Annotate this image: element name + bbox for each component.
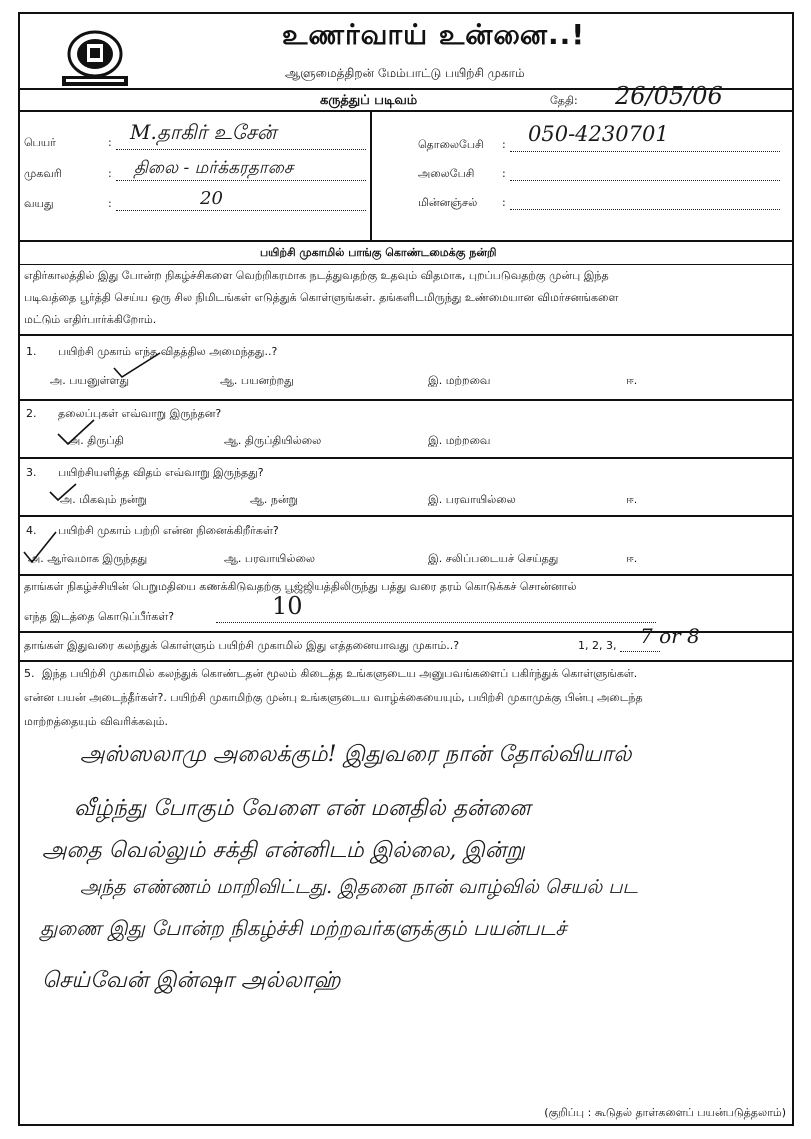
- q1-text: பயிற்சி முகாம் எந்த விதத்தில அமைந்தது..?: [58, 345, 278, 358]
- name-value: M.தாகிர் உசேன்: [130, 120, 277, 144]
- q2-option-b: ஆ. திருப்தியில்லை: [224, 434, 322, 447]
- q5-line-3: மாற்றத்தையும் விவரிக்கவும்.: [24, 715, 168, 728]
- count-options: 1, 2, 3,: [578, 639, 617, 652]
- feedback-form: உணர்வாய் உன்னை..! ஆளுமைத்திறன் மேம்பாட்டு பயிற்சி முகாம் கருத்துப் படிவம் தேதி: 26/05/06 பெயர் : M.தாகிர் உசேன் முகவரி : திலை - மர்க்கரதாசை வயது : 20 தொலைபேசி : 050-4230701 அலைபேசி : மின்னஞ்சல் : பயிற்சி முகாமில் பாங்கு கொண்டமைக்கு நன்றி எதிர்காலத்தில் இது போன்ற நிகழ்ச்சிகளை வெற்றிகரமாக நடத்துவதற்கு உதவும் விதமாக, புறப்படுவதற்கு முன்பு இந்த படிவத்தை பூர்த்தி செய்ய ஒரு சில நிமிடங்கள் எடுத்துக் கொள்ளுங்கள். தங்களிடமிருந்து உண்மையான விமர்சனங்களை மட்டும் எதிர்பார்க்கிறோம். 1. பயிற்சி முகாம் எந்த விதத்தில அமைந்தது..? அ. பயனுள்ளது ஆ. பயனற்றது இ. மற்றவை ஈ. 2. தலைப்புகள் எவ்வாறு இருந்தன? அ. திருப்தி ஆ. திருப்தியில்லை இ. மற்றவை 3. பயிற்சியளித்த விதம் எவ்வாறு இருந்தது? அ. மிகவும் நன்று ஆ. நன்று இ. பரவாயில்லை ஈ. 4. பயிற்சி முகாம் பற்றி என்ன நினைக்கிறீர்கள்? அ. ஆர்வமாக இருந்தது ஆ. பரவாயில்லை இ. சலிப்படையச் செய்தது ஈ. தாங்கள் நிகழ்ச்சியின் பெறுமதியை கணக்கிடுவதற்கு பூஜ்ஜியத்திலிருந்து பத்து வரை தரம் கொடுக்கச் சொன்னால் எந்த இடத்தை கொடுப்பீர்கள்? 10 தாங்கள் இதுவரை கலந்துக் கொள்ளும் பயிற்சி முகாமில் இது எத்தனையாவது முகாம்..? 1, 2, 3, 7 or 8 5. இந்த பயிற்சி முகாமில் கலந்துக் கொண்டதன் மூலம் கிடைத்த உங்களுடைய அனுபவங்களைப் பகிர்ந்துக் கொள்ளுங்கள். என்ன பயன் அடைந்தீர்கள்?. பயிற்சி முகாமிற்கு முன்பு உங்களுடைய வாழ்க்கையையும், பயிற்சி முகாமுக்கு பின்பு அடைந்த மாற்றத்தையும் விவரிக்கவும். அஸ்ஸலாமு அலைக்கும்! இதுவரை நான் தோல்வியால் வீழ்ந்து போகும் வேளை என் மனதில் தன்னை அதை வெல்லும் சக்தி என்னிடம் இல்லை, இன்று அந்த எண்ணம் மாறிவிட்டது. இதனை நான் வாழ்வில் செயல் பட துணை இது போன்ற நிகழ்ச்சி மற்றவர்களுக்கும் பயன்படச் செய்வேன் இன்ஷா அல்லாஹ் (குறிப்பு : கூடுதல் தாள்களைப் பயன்படுத்தலாம்): [18, 12, 794, 1126]
- q1-number: 1.: [26, 345, 37, 358]
- count-question: தாங்கள் இதுவரை கலந்துக் கொள்ளும் பயிற்சி முகாமில் இது எத்தனையாவது முகாம்..?: [24, 639, 460, 652]
- q3-option-c: இ. பரவாயில்லை: [428, 493, 516, 506]
- age-value: 20: [200, 188, 223, 209]
- answer-line-4: அந்த எண்ணம் மாறிவிட்டது. இதனை நான் வாழ்வில் செயல் பட: [80, 876, 638, 898]
- email-label: மின்னஞ்சல்: [418, 196, 478, 209]
- thanks-text: பயிற்சி முகாமில் பாங்கு கொண்டமைக்கு நன்றி: [260, 246, 497, 259]
- q2-option-a: அ. திருப்தி: [68, 434, 124, 447]
- q4-option-a: அ. ஆர்வமாக இருந்தது: [28, 552, 148, 565]
- q1-option-d: ஈ.: [626, 374, 638, 387]
- subtitle: ஆளுமைத்திறன் மேம்பாட்டு பயிற்சி முகாம்: [285, 66, 525, 80]
- footer-note: (குறிப்பு : கூடுதல் தாள்களைப் பயன்படுத்தலாம்): [544, 1106, 786, 1119]
- date-value: 26/05/06: [615, 82, 723, 110]
- q2-option-c: இ. மற்றவை: [428, 434, 491, 447]
- q4-option-c: இ. சலிப்படையச் செய்தது: [428, 552, 559, 565]
- logo-icon: [60, 28, 130, 88]
- phone-label: தொலைபேசி: [418, 138, 484, 151]
- answer-line-5: துணை இது போன்ற நிகழ்ச்சி மற்றவர்களுக்கும் பயன்படச்: [40, 916, 567, 940]
- rating-line-1: தாங்கள் நிகழ்ச்சியின் பெறுமதியை கணக்கிடுவதற்கு பூஜ்ஜியத்திலிருந்து பத்து வரை தரம் கொடுக்கச் சொன்னால்: [24, 580, 577, 593]
- answer-line-6: செய்வேன் இன்ஷா அல்லாஹ்: [42, 968, 341, 993]
- q3-number: 3.: [26, 466, 37, 479]
- q1-option-b: ஆ. பயனற்றது: [220, 374, 294, 387]
- mobile-label: அலைபேசி: [418, 167, 475, 180]
- intro-line-1: எதிர்காலத்தில் இது போன்ற நிகழ்ச்சிகளை வெற்றிகரமாக நடத்துவதற்கு உதவும் விதமாக, புறப்படுவதற்கு முன்பு இந்த: [24, 269, 609, 282]
- intro-line-3: மட்டும் எதிர்பார்க்கிறோம்.: [24, 313, 157, 326]
- q1-option-a: அ. பயனுள்ளது: [50, 374, 129, 387]
- answer-line-1: அஸ்ஸலாமு அலைக்கும்! இதுவரை நான் தோல்வியால்: [80, 742, 632, 767]
- date-label: தேதி:: [550, 94, 578, 107]
- age-label: வயது: [24, 197, 54, 210]
- q3-option-b: ஆ. நன்று: [250, 493, 298, 506]
- phone-value: 050-4230701: [528, 122, 669, 146]
- q5-line-1: இந்த பயிற்சி முகாமில் கலந்துக் கொண்டதன் மூலம் கிடைத்த உங்களுடைய அனுபவங்களைப் பகிர்ந்துக் கொள்ளுங்கள்.: [42, 667, 638, 680]
- q3-tick-icon: [48, 482, 78, 502]
- q1-tick-icon: [112, 350, 162, 380]
- q3-text: பயிற்சியளித்த விதம் எவ்வாறு இருந்தது?: [58, 466, 264, 479]
- q5-line-2: என்ன பயன் அடைந்தீர்கள்?. பயிற்சி முகாமிற்கு முன்பு உங்களுடைய வாழ்க்கையையும், பயிற்சி முகாமுக்கு பின்பு அடைந்த: [24, 691, 643, 704]
- answer-line-2: வீழ்ந்து போகும் வேளை என் மனதில் தன்னை: [74, 796, 531, 821]
- form-title: கருத்துப் படிவம்: [320, 93, 418, 108]
- q3-option-d: ஈ.: [626, 493, 638, 506]
- count-answer: 7 or 8: [640, 624, 700, 648]
- name-label: பெயர்: [24, 136, 56, 149]
- answer-line-3: அதை வெல்லும் சக்தி என்னிடம் இல்லை, இன்று: [42, 838, 525, 863]
- address-value: திலை - மர்க்கரதாசை: [134, 158, 294, 178]
- q2-number: 2.: [26, 407, 37, 420]
- q3-option-a: அ. மிகவும் நன்று: [60, 493, 147, 506]
- q5-number: 5.: [24, 667, 35, 680]
- intro-line-2: படிவத்தை பூர்த்தி செய்ய ஒரு சில நிமிடங்கள் எடுத்துக் கொள்ளுங்கள். தங்களிடமிருந்து உண்மையான விமர்சனங்களை: [24, 291, 619, 304]
- rating-line-2: எந்த இடத்தை கொடுப்பீர்கள்?: [24, 610, 175, 623]
- main-title: உணர்வாய் உன்னை..!: [282, 18, 586, 51]
- q2-tick-icon: [56, 418, 96, 446]
- address-label: முகவரி: [24, 167, 62, 180]
- q4-tick-icon: [22, 530, 58, 564]
- q4-option-d: ஈ.: [626, 552, 638, 565]
- q2-text: தலைப்புகள் எவ்வாறு இருந்தன?: [58, 407, 222, 420]
- rating-answer: 10: [272, 592, 303, 620]
- q4-number: 4.: [26, 524, 37, 537]
- q4-text: பயிற்சி முகாம் பற்றி என்ன நினைக்கிறீர்கள்?: [58, 524, 279, 537]
- q1-option-c: இ. மற்றவை: [428, 374, 491, 387]
- logo-emblem: [60, 28, 130, 88]
- q4-option-b: ஆ. பரவாயில்லை: [224, 552, 316, 565]
